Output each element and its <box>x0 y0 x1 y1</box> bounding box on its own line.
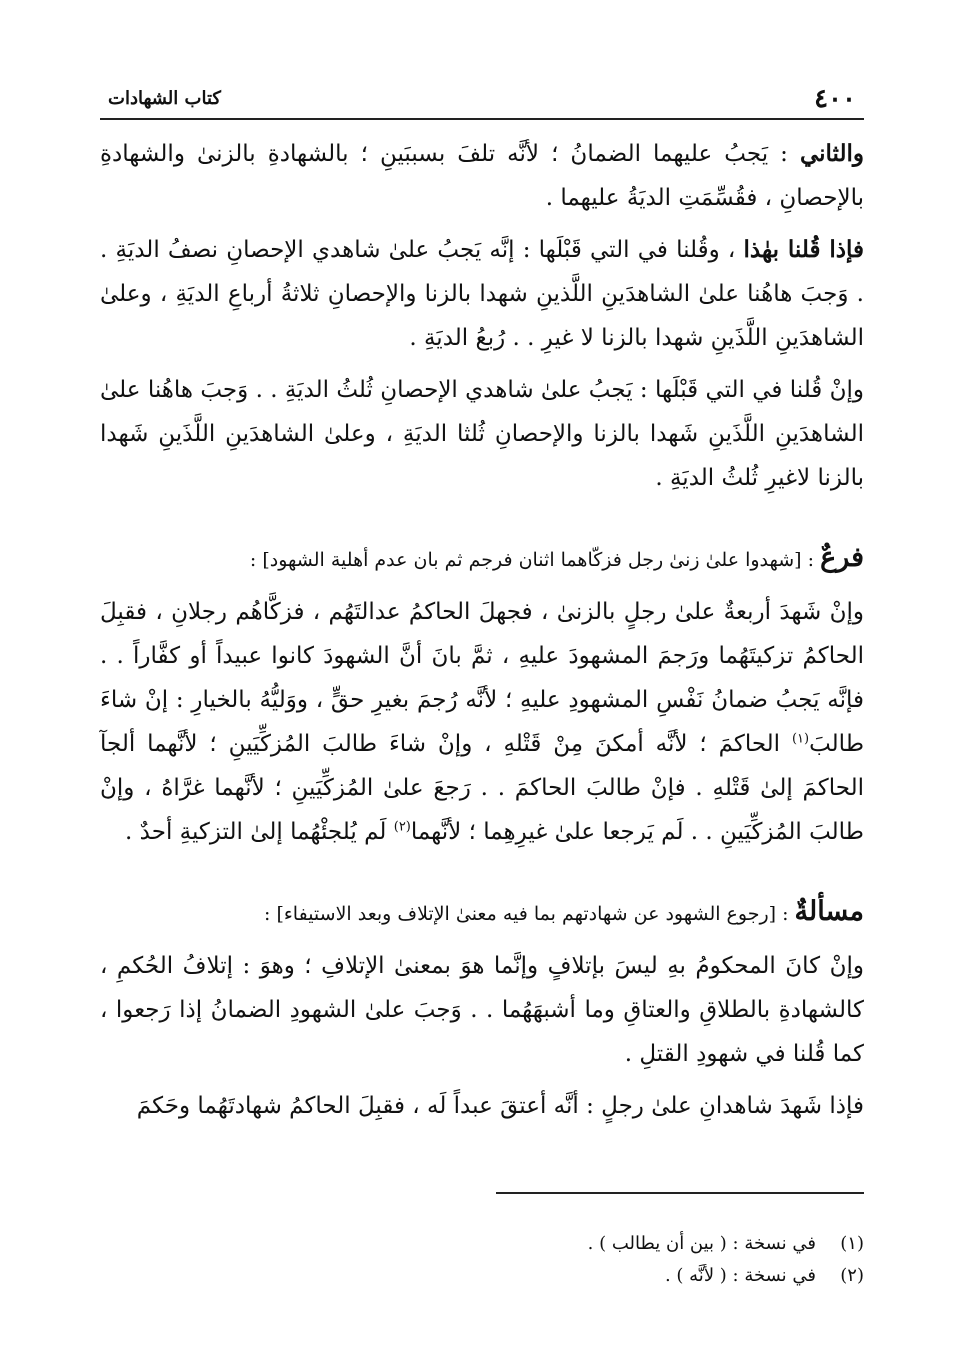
paragraph-3 <box>100 368 864 500</box>
section-heading-masala <box>100 890 864 936</box>
footnote-number: (٢) <box>840 1265 864 1286</box>
paragraph-text: فإذا شَهدَ شاهدانِ علىٰ رجلٍ : أنَّه أعتقَ عبداً لَه ، فقبِلَ الحاكمُ شهادتَهُما وحَكمَ <box>136 1093 864 1119</box>
footnote-2 <box>304 1260 864 1292</box>
page-body <box>100 132 864 1136</box>
footnote-text: في نسخة : ( لأنَّه ) . <box>664 1265 816 1286</box>
page-number: ٤٠٠ <box>814 84 856 114</box>
paragraph-text: لَم يُلجئْهُما إلىٰ التزكيةِ أحدٌ . <box>125 819 394 845</box>
section-label: مسألةٌ <box>794 896 864 927</box>
footnotes <box>304 1228 864 1292</box>
paragraph-lead: فإذا قُلنا بهٰذا <box>743 236 864 263</box>
paragraph-8 <box>100 1084 864 1128</box>
paragraph-lead: والثاني <box>799 140 864 167</box>
paragraph-1 <box>100 132 864 220</box>
section-subtitle: : [شهدوا علىٰ زنىٰ رجل فزكّاهما اثنان فرجم ثم بان عدم أهلية الشهود] : <box>249 549 821 571</box>
paragraph-2 <box>100 228 864 360</box>
footnote-number: (١) <box>840 1233 864 1254</box>
paragraph-text: : يَجبُ عليهما الضمانُ ؛ لأنَّه تلفَ بسببَينِ ؛ بالشهادةِ بالزنىٰ والشهادةِ بالإحصانِ ، فقُسِّمَتِ الديَةُ عليهما . <box>100 141 864 211</box>
footnote-1 <box>304 1228 864 1260</box>
paragraph-text: وإنْ كانَ المحكومُ بهِ ليسَ بإتلافٍ وإنَّما هوَ بمعنىٰ الإتلافِ ؛ وهوَ : إتلافُ الحُكمِ ، كالشهادةِ بالطلاقِ والعتاقِ وما أشبهَهُما . . وَجبَ علىٰ الشهودِ الضمانُ إذا رَجعوا ، كما قُلنا في شهودِ القتلِ . <box>100 953 864 1067</box>
paragraph-text: ، وقُلنا في التي قَبْلَها : إنَّه يَجبُ علىٰ شاهدي الإحصانِ نصفُ الديَةِ . . وَجبَ هاهُنا علىٰ الشاهدَينِ اللَّذينِ شهدا بالزنا والإحصانِ ثلاثةُ أرباعِ الديَةِ ، وعلىٰ الشاهدَينِ اللَّذَينِ شهدا بالزنا لا غيرِ . . رُبعُ الديَةِ . <box>100 237 864 351</box>
running-title: كتاب الشهادات <box>108 88 221 109</box>
footnote-ref-1: (١) <box>791 731 810 747</box>
section-subtitle: : [رجوع الشهود عن شهادتهم بما فيه معنىٰ الإتلاف وبعد الاستيفاء] : <box>264 903 795 925</box>
paragraph-text: وإنْ شَهدَ أربعةٌ علىٰ رجلٍ بالزنىٰ ، فجهلَ الحاكمُ عدالتَهُم ، فزكَّاهُم رجلانِ ، فقبِلَ الحاكمُ تزكيتَهُما ورَجمَ المشهودَ عليهِ ، ثمَّ بانَ أنَّ الشهودَ كانوا عبيداً أو كفَّاراً . . فإنَّه يَجبُ ضمانُ نَفْسِ المشهودِ عليهِ ؛ لأنَّه رُجمَ بغيرِ حقٍّ ، ووَليُّهُ بالخيارِ : إنْ شاءَ طالبَ <box>100 599 864 757</box>
paragraph-7 <box>100 944 864 1076</box>
paragraph-5 <box>100 590 864 854</box>
footnote-separator <box>496 1192 864 1194</box>
footnote-text: في نسخة : ( بين أن يطالب ) . <box>587 1233 816 1254</box>
paragraph-text: وإنْ قُلنا في التي قَبْلَها : يَجبُ علىٰ شاهدي الإحصانِ ثُلثُ الديَةِ . . وَجبَ هاهُنا علىٰ الشاهدَينِ اللَّذَينِ شَهدا بالزنا والإحصانِ ثُلثا الديَةِ ، وعلىٰ الشاهدَينِ اللَّذَينِ شَهدا بالزنا لاغيرِ ثُلثُ الديَةِ . <box>100 377 864 491</box>
footnote-ref-2: (٢) <box>393 819 411 835</box>
page-header <box>100 78 864 120</box>
section-heading-far <box>100 536 864 582</box>
section-label: فرعٌ <box>820 542 864 573</box>
paragraph-text: الحاكمَ ؛ لأنَّه أمكنَ مِنْ قَتْلهِ ، وإنْ شاءَ طالبَ المُزكِّيَينِ ؛ لأنَّهما ألجآ الحاكمَ إلىٰ قَتْلهِ . فإنْ طالبَ الحاكمَ . . رَجعَ علىٰ المُزكِّيَينِ ؛ لأنَّهما غرَّاهُ ، وإنْ طالبَ المُزكِّيَينِ . . لَم يَرجعا علىٰ غيرِهِما ؛ لأنَّهما <box>100 731 864 845</box>
